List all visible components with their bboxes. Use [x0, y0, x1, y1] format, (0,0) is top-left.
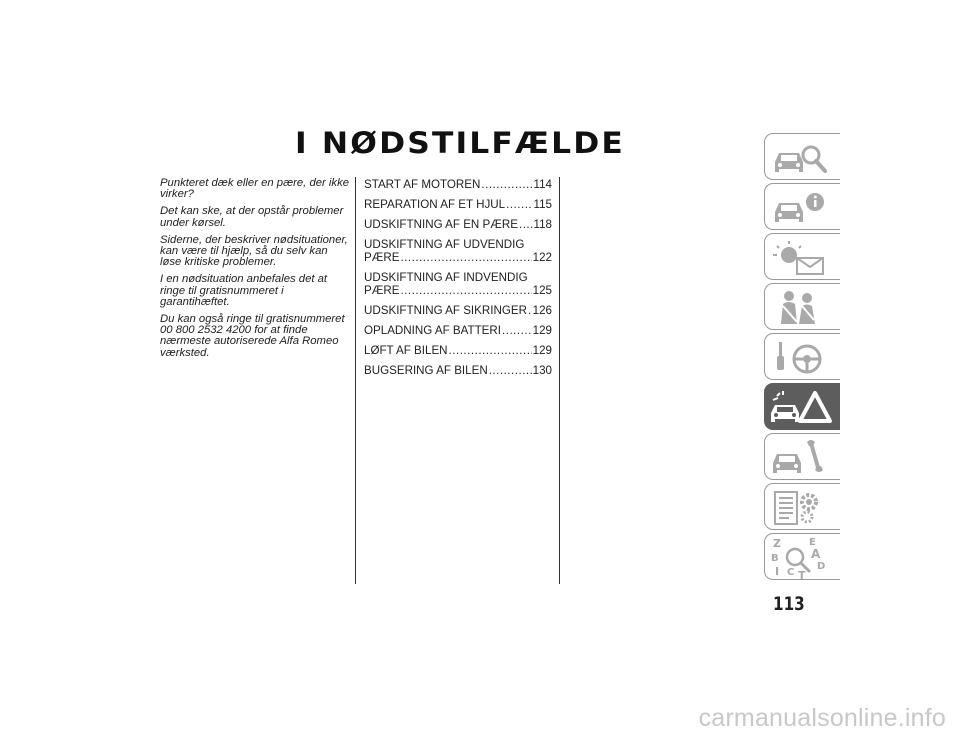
intro-paragraph: Siderne, der beskriver nødsituationer, kan være til hjælp, så du selv kan løse kritiske problemer. [160, 233, 348, 269]
seatbelt-airbag-icon [765, 284, 841, 331]
chapter-tab-info[interactable] [764, 183, 840, 230]
toc-entry-title-line1: UDSKIFTNING AF INDVENDIG [364, 271, 528, 284]
toc-leader-dots [489, 364, 532, 377]
toc-entry-title: START AF MOTOREN [364, 178, 481, 191]
page-title: I NØDSTILFÆLDE [295, 126, 625, 160]
toc-entry-title: OPLADNING AF BATTERI [364, 324, 502, 337]
spec-sheet-gear-icon [765, 484, 841, 531]
page-number: 113 [773, 593, 805, 615]
intro-paragraph: Du kan også ringe til gratisnummeret 00 800 2532 4200 for at finde nærmeste autoriserede Alfa Romeo værksted. [160, 313, 345, 359]
index-letter: T [798, 569, 806, 581]
toc-entry-bugsering[interactable] [364, 364, 552, 377]
intro-paragraph: I en nødsituation anbefales det at ringe til gratisnummeret i garantihæftet. [160, 273, 328, 308]
toc-entry-batteri[interactable] [364, 324, 552, 337]
toc-page-number: 115 [533, 198, 552, 211]
column-divider-left [355, 177, 356, 584]
alphabetical-index-icon [765, 534, 841, 581]
toc-leader-dots [519, 218, 533, 231]
toc-leader-dots [506, 198, 532, 211]
toc-entry-hjul[interactable] [364, 198, 552, 211]
intro-text [160, 178, 350, 365]
toc-leader-dots [400, 284, 531, 297]
index-letter: D [817, 561, 826, 572]
index-letter: E [809, 537, 816, 548]
toc-entry-title: PÆRE [364, 284, 400, 297]
chapter-tab-technical-data[interactable] [764, 483, 840, 530]
toc-leader-dots [528, 304, 532, 317]
index-letter: A [811, 547, 821, 561]
car-info-icon [765, 184, 841, 231]
watermark: carmanualsonline.info [698, 704, 946, 732]
toc-entry-title: REPARATION AF ET HJUL [364, 198, 506, 211]
car-search-icon [765, 134, 841, 181]
toc-page-number: 114 [533, 178, 552, 191]
chapter-tab-warning-lights[interactable] [764, 233, 840, 280]
chapter-tabs [764, 133, 842, 583]
chapter-tab-starting[interactable] [764, 333, 840, 380]
chapter-tab-emergency[interactable] [764, 383, 840, 430]
chapter-tab-dashboard[interactable] [764, 133, 840, 180]
toc-leader-dots [481, 178, 532, 191]
toc-entry-sikringer[interactable] [364, 304, 552, 317]
toc-entry-start-motor[interactable] [364, 178, 552, 191]
toc-entry-loeft[interactable] [364, 344, 552, 357]
toc-entry-title: BUGSERING AF BILEN [364, 364, 488, 377]
toc-page-number: 126 [532, 304, 552, 317]
toc-page-number: 122 [532, 251, 552, 264]
index-letter: C [787, 567, 795, 578]
car-wrench-icon [765, 434, 841, 481]
toc-page-number: 118 [533, 218, 552, 231]
toc-entry-paere[interactable] [364, 218, 552, 231]
intro-paragraph: Det kan ske, at der opstår problemer under kørsel. [160, 205, 344, 229]
index-letter: Z [773, 537, 781, 550]
toc-entry-title: LØFT AF BILEN [364, 344, 448, 357]
toc-entry-title: UDSKIFTNING AF EN PÆRE [364, 218, 518, 231]
key-steering-wheel-icon [765, 334, 841, 381]
toc-page-number: 129 [532, 344, 552, 357]
toc-entry-title-line1: UDSKIFTNING AF UDVENDIG [364, 238, 525, 251]
toc-page-number: 130 [532, 364, 552, 377]
toc-entry-udvendig-paere[interactable] [364, 238, 552, 264]
toc-entry-indvendig-paere[interactable] [364, 271, 552, 297]
column-divider-right [559, 177, 560, 584]
toc-page-number: 129 [532, 324, 552, 337]
table-of-contents [364, 178, 552, 384]
toc-entry-title: UDSKIFTNING AF SIKRINGER [364, 304, 527, 317]
toc-leader-dots [400, 251, 531, 264]
intro-paragraph: Punkteret dæk eller en pære, der ikke virker? [160, 177, 350, 201]
toc-leader-dots [502, 324, 532, 337]
chapter-tab-index[interactable] [764, 533, 840, 580]
chapter-tab-safety[interactable] [764, 283, 840, 330]
light-envelope-icon [765, 234, 841, 281]
toc-page-number: 125 [532, 284, 552, 297]
toc-leader-dots [449, 344, 532, 357]
index-letter: I [775, 565, 780, 578]
index-letter: B [771, 553, 779, 564]
warning-triangle-car-icon [765, 384, 841, 431]
chapter-tab-maintenance[interactable] [764, 433, 840, 480]
toc-entry-title: PÆRE [364, 251, 400, 264]
